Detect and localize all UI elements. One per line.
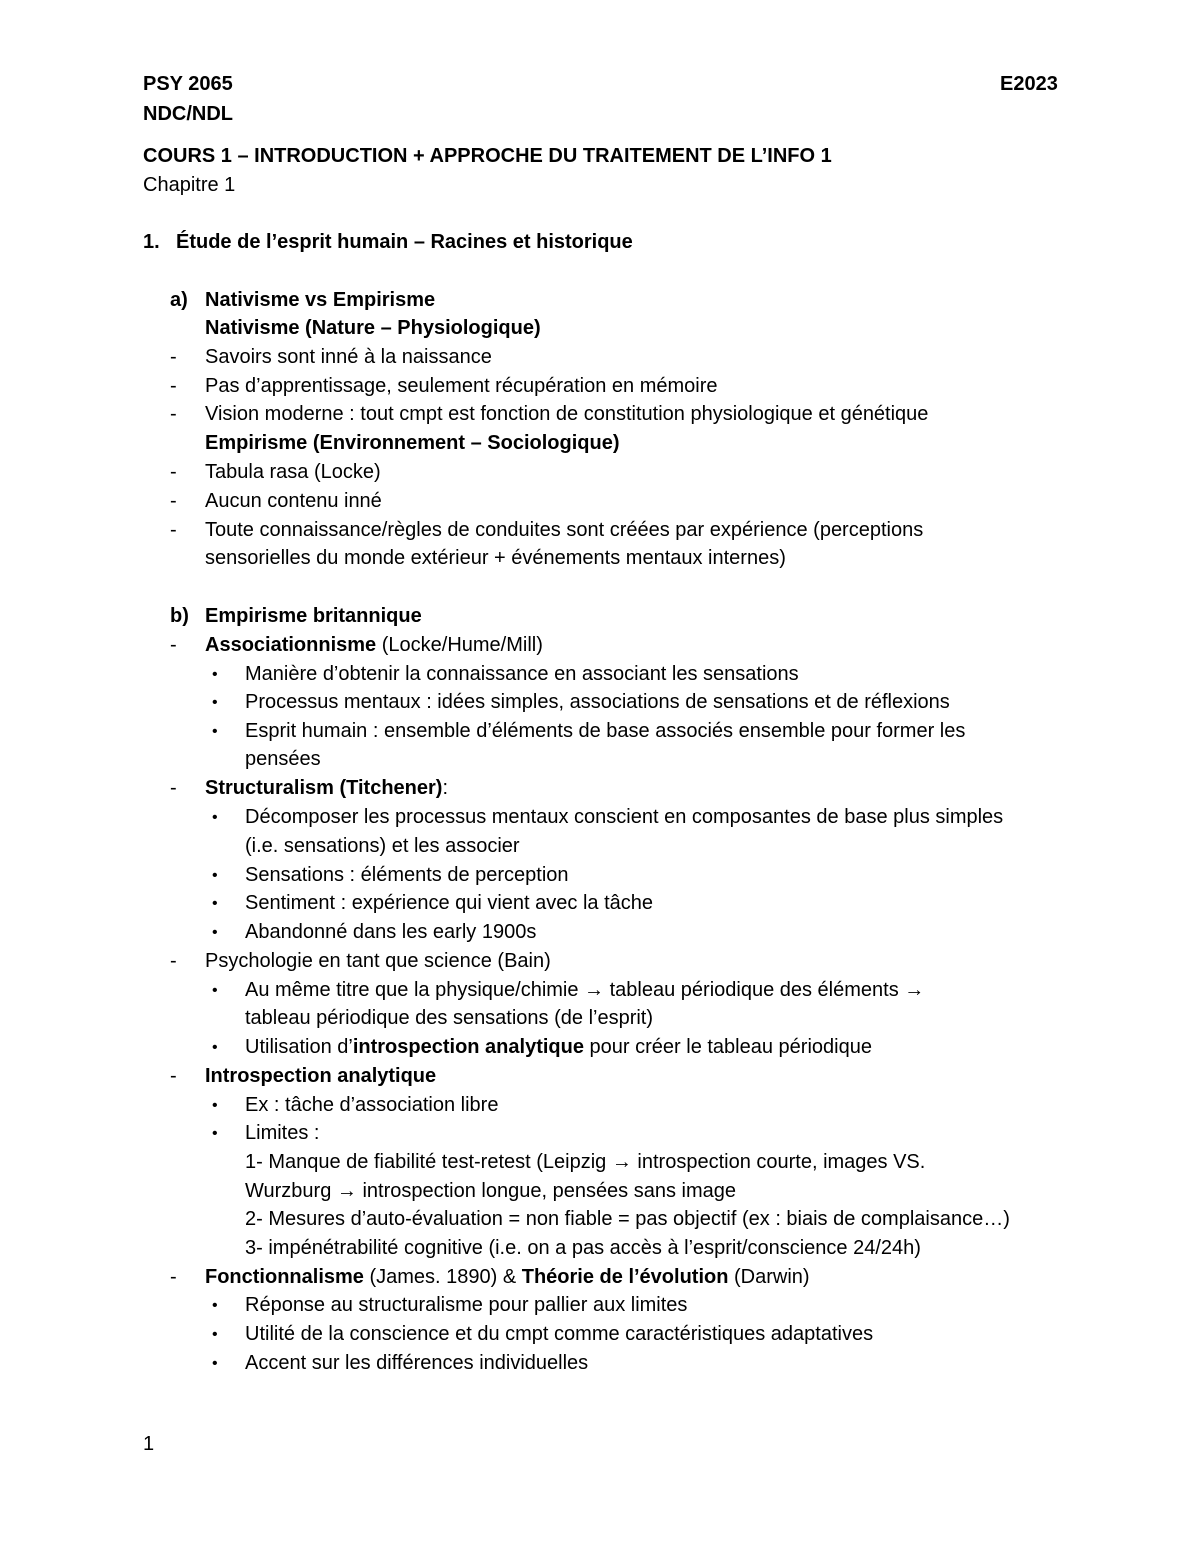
bullet-item: Sentiment : expérience qui vient avec la tâche (245, 892, 654, 914)
structuralism-heading (205, 774, 448, 803)
course-title: COURS 1 – INTRODUCTION + APPROCHE DU TRAITEMENT DE L’INFO 1 (143, 145, 832, 167)
text-run: Utilisation d’ (245, 1036, 353, 1058)
bullet-marker: • (212, 694, 218, 711)
bullet-marker: • (212, 924, 218, 941)
subsection-b-title: Empirisme britannique (205, 605, 422, 627)
dash-marker: - (170, 777, 177, 799)
limit-item-continuation: Wurzburg → introspection longue, pensées sans image (245, 1180, 737, 1202)
bullet-marker: • (212, 1039, 218, 1056)
bullet-item: Processus mentaux : idées simples, associations de sensations et de réflexions (245, 691, 950, 713)
list-item-continuation: sensorielles du monde extérieur + événements mentaux internes) (205, 547, 786, 569)
bullet-marker: • (212, 1326, 218, 1343)
list-item: Toute connaissance/règles de conduites sont créées par expérience (perceptions (205, 519, 924, 541)
associationnisme-heading (205, 631, 543, 660)
bullet-item: Manière d’obtenir la connaissance en associant les sensations (245, 663, 799, 685)
list-item: Savoirs sont inné à la naissance (205, 346, 492, 368)
bullet-marker: • (212, 666, 218, 683)
bullet-item: Accent sur les différences individuelles (245, 1352, 589, 1374)
term-label: E2023 (1000, 73, 1058, 95)
bullet-item: Sensations : éléments de perception (245, 864, 569, 886)
page-number: 1 (143, 1433, 155, 1455)
dash-marker: - (170, 634, 177, 656)
bullet-item-continuation: (i.e. sensations) et les associer (245, 835, 520, 857)
bullet-item: Abandonné dans les early 1900s (245, 921, 537, 943)
bullet-marker: • (212, 867, 218, 884)
text-run: (James. 1890) & (363, 1266, 522, 1288)
bullet-marker: • (212, 982, 218, 999)
nativisme-heading: Nativisme (Nature – Physiologique) (205, 317, 541, 339)
empirisme-heading: Empirisme (Environnement – Sociologique) (205, 432, 620, 454)
dash-marker: - (170, 375, 177, 397)
bullet-item: Au même titre que la physique/chimie → tableau périodique des éléments → (245, 979, 925, 1001)
chapter-label: Chapitre 1 (143, 174, 236, 196)
bullet-marker: • (212, 809, 218, 826)
bullet-marker: • (212, 1125, 218, 1142)
text-run: pour créer le tableau périodique (583, 1036, 872, 1058)
dash-marker: - (170, 1065, 177, 1087)
bullet-marker: • (212, 1355, 218, 1372)
bullet-marker: • (212, 895, 218, 912)
bullet-item: Ex : tâche d’association libre (245, 1094, 499, 1116)
course-code: PSY 2065 (143, 73, 233, 95)
dash-marker: - (170, 461, 177, 483)
bullet-item: Esprit humain : ensemble d’éléments de base associés ensemble pour former les (245, 720, 966, 742)
limit-item: 2- Mesures d’auto-évaluation = non fiable = pas objectif (ex : biais de complaisance…) (245, 1208, 1010, 1230)
text-run-bold: Théorie de l’évolution (521, 1266, 729, 1288)
bullet-item: Décomposer les processus mentaux conscient en composantes de base plus simples (245, 806, 1004, 828)
text-run-bold: Fonctionnalisme (205, 1266, 364, 1288)
bullet-marker: • (212, 1297, 218, 1314)
bullet-item: Réponse au structuralisme pour pallier aux limites (245, 1294, 688, 1316)
section-title: Étude de l’esprit humain – Racines et historique (176, 231, 633, 253)
bullet-item: Utilité de la conscience et du cmpt comme caractéristiques adaptatives (245, 1323, 874, 1345)
list-item: Tabula rasa (Locke) (205, 461, 381, 483)
bullet-item-continuation: tableau périodique des sensations (de l’esprit) (245, 1007, 654, 1029)
introspection-heading: Introspection analytique (205, 1065, 437, 1087)
section-number: 1. (143, 231, 160, 253)
text-run: (Darwin) (728, 1266, 810, 1288)
list-item: Aucun contenu inné (205, 490, 382, 512)
structuralism-colon: : (442, 777, 449, 799)
fonctionnalisme-heading (205, 1263, 810, 1292)
dash-marker: - (170, 1266, 177, 1288)
structuralism-term: Structuralism (Titchener) (205, 777, 443, 799)
subsection-b-letter: b) (170, 605, 189, 627)
bullet-marker: • (212, 1097, 218, 1114)
limit-item: 3- impénétrabilité cognitive (i.e. on a pas accès à l’esprit/conscience 24/24h) (245, 1237, 921, 1259)
bullet-item: Limites : (245, 1122, 320, 1144)
bullet-marker: • (212, 723, 218, 740)
science-heading: Psychologie en tant que science (Bain) (205, 950, 551, 972)
dash-marker: - (170, 403, 177, 425)
instructors-label: NDC/NDL (143, 103, 233, 125)
subsection-a-letter: a) (170, 289, 188, 311)
dash-marker: - (170, 490, 177, 512)
dash-marker: - (170, 519, 177, 541)
associationnisme-term: Associationnisme (205, 634, 377, 656)
dash-marker: - (170, 950, 177, 972)
dash-marker: - (170, 346, 177, 368)
limit-item: 1- Manque de fiabilité test-retest (Leipzig → introspection courte, images VS. (245, 1151, 926, 1173)
subsection-a-title: Nativisme vs Empirisme (205, 289, 436, 311)
list-item: Vision moderne : tout cmpt est fonction de constitution physiologique et génétique (205, 403, 929, 425)
list-item: Pas d’apprentissage, seulement récupération en mémoire (205, 375, 718, 397)
associationnisme-authors: (Locke/Hume/Mill) (376, 634, 543, 656)
bullet-item-continuation: pensées (245, 748, 321, 770)
bullet-item (245, 1033, 872, 1062)
text-run-bold: introspection analytique (352, 1036, 584, 1058)
